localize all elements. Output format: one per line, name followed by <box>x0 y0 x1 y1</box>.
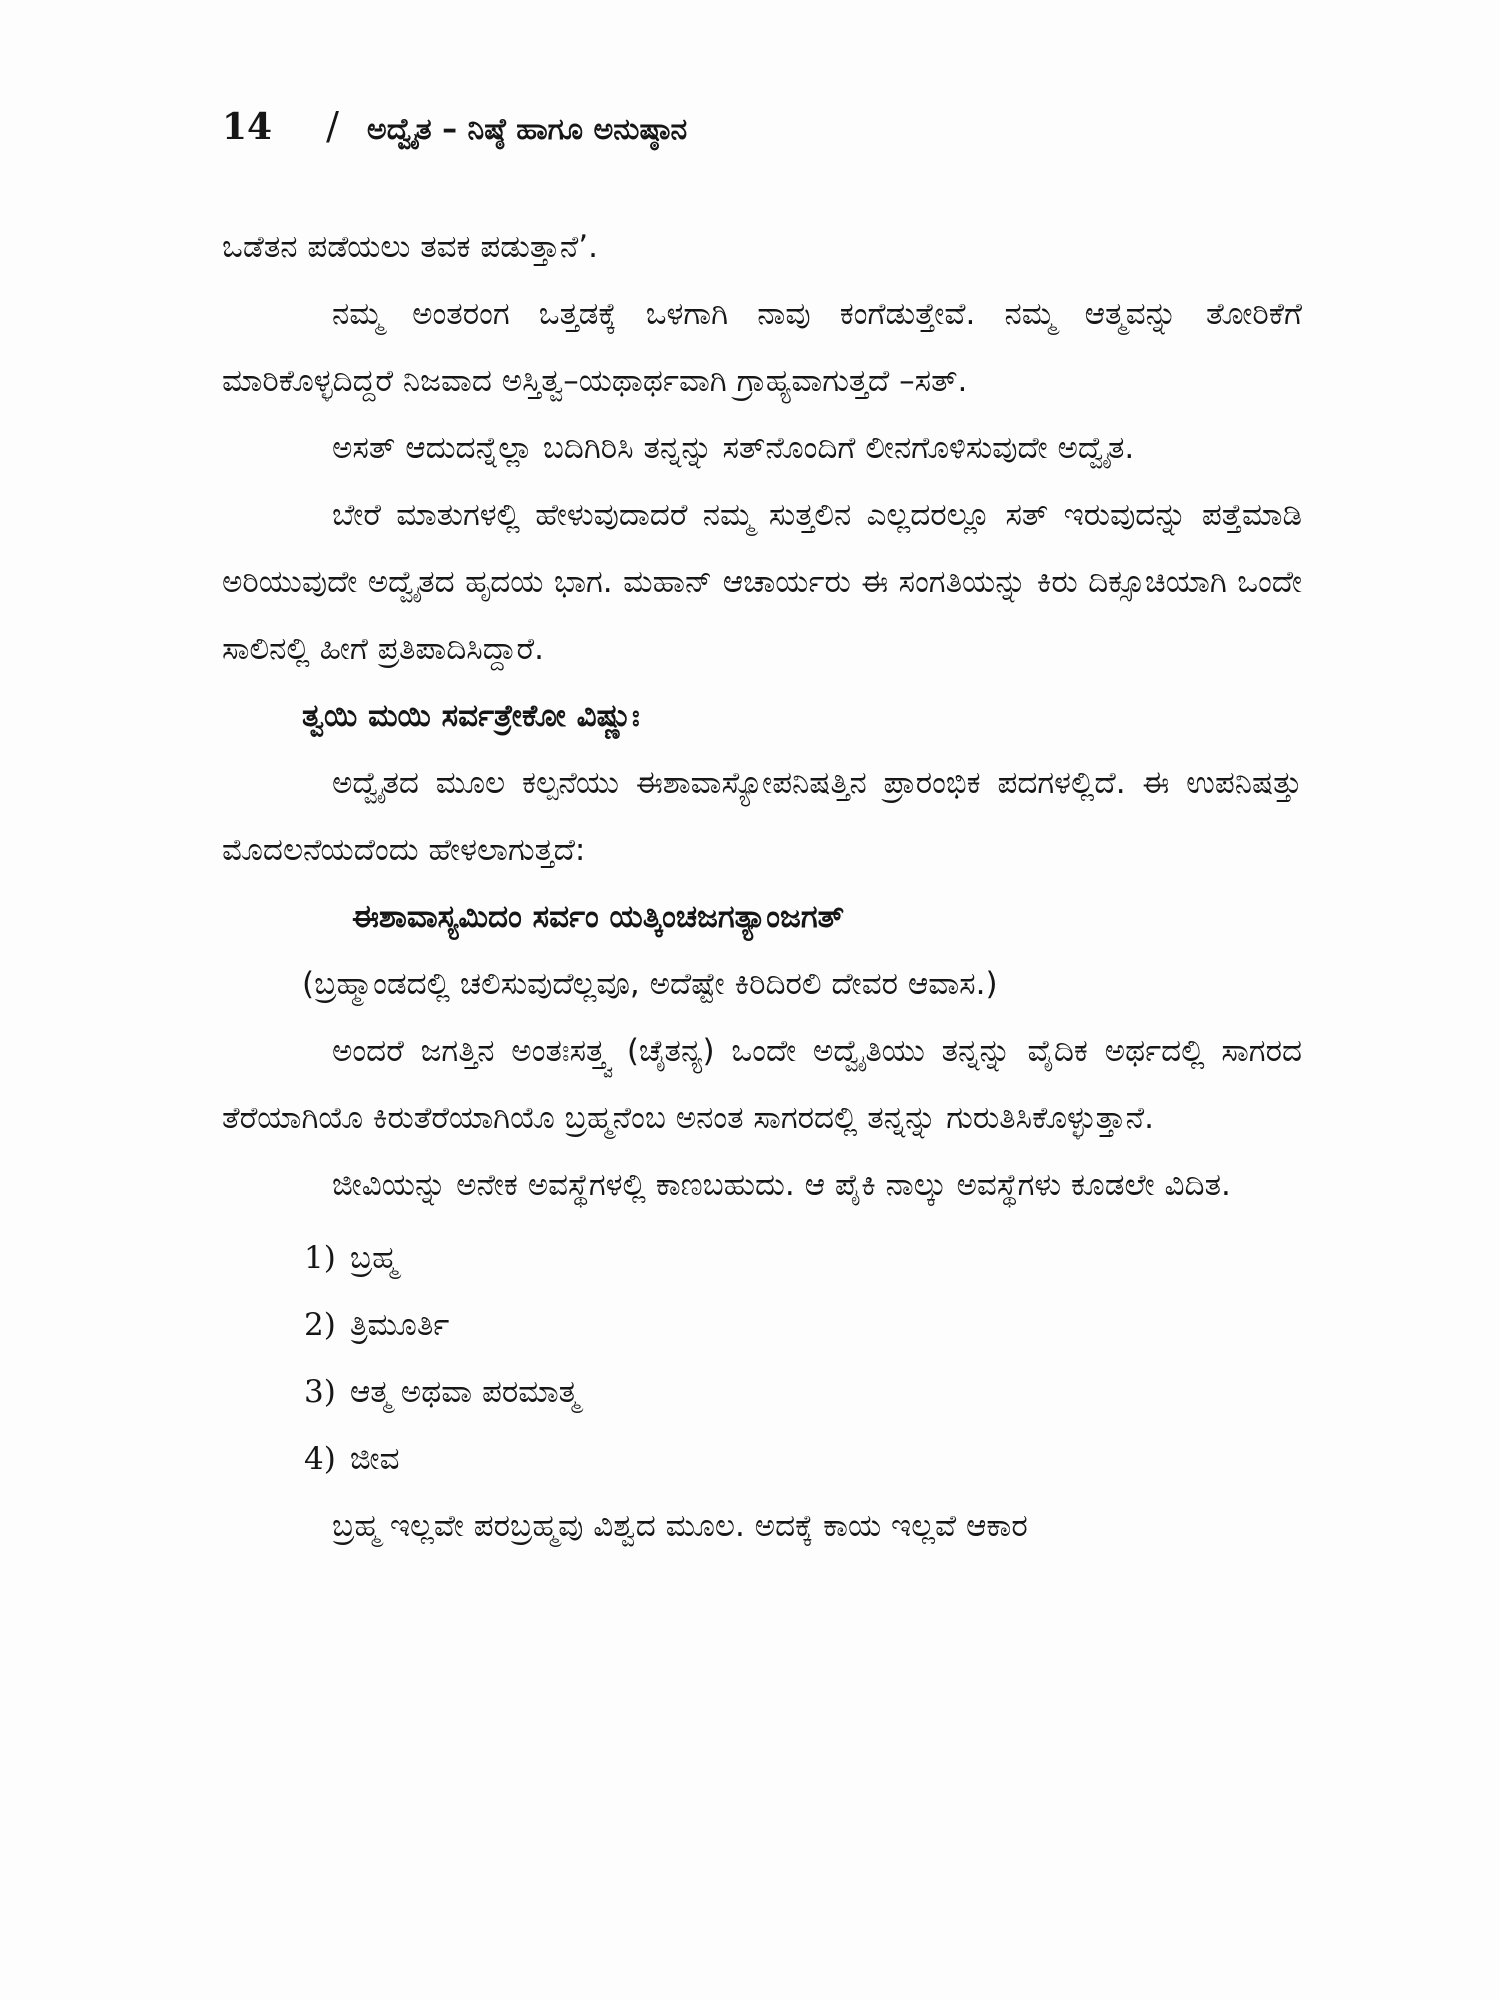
header-separator: / <box>326 104 339 148</box>
page-body <box>222 214 1302 1560</box>
paragraph-6: ಅಂದರೆ ಜಗತ್ತಿನ ಅಂತಃಸತ್ತ್ವ (ಚೈತನ್ಯ) ಒಂದೇ ಅದ್ವೈತಿಯು ತನ್ನನ್ನು ವೈದಿಕ ಅರ್ಥದಲ್ಲಿ ಸಾಗರದ ತೆರೆಯಾಗಿಯೊ ಕಿರುತೆರೆಯಾಗಿಯೊ ಬ್ರಹ್ಮನೆಂಬ ಅನಂತ ಸಾಗರದಲ್ಲಿ ತನ್ನನ್ನು ಗುರುತಿಸಿಕೊಳ್ಳುತ್ತಾನೆ. <box>222 1033 1302 1136</box>
paragraph-1: ಒಡೆತನ ಪಡೆಯಲು ತವಕ ಪಡುತ್ತಾನೆ’. <box>222 229 599 265</box>
verse-1: ತ್ವಯಿ ಮಯಿ ಸರ್ವತ್ರೇಕೋ ವಿಷ್ಣುಃ <box>302 698 640 734</box>
list-item-number: 4) <box>304 1441 336 1477</box>
list-item <box>304 1292 1302 1359</box>
running-title: ಅದ್ವೈತ – ನಿಷ್ಠೆ ಹಾಗೂ ಅನುಷ್ಠಾನ <box>366 112 688 147</box>
verse-2-translation: (ಬ್ರಹ್ಮಾಂಡದಲ್ಲಿ ಚಲಿಸುವುದೆಲ್ಲವೂ, ಅದೆಷ್ಟೇ ಕಿರಿದಿರಲಿ ದೇವರ ಆವಾಸ.) <box>302 966 998 1002</box>
list-item-number: 2) <box>304 1307 336 1343</box>
page-number: 14 <box>222 106 273 148</box>
page-header <box>222 104 687 164</box>
paragraph-4: ಬೇರೆ ಮಾತುಗಳಲ್ಲಿ ಹೇಳುವುದಾದರೆ ನಮ್ಮ ಸುತ್ತಲಿನ ಎಲ್ಲದರಲ್ಲೂ ಸತ್ ಇರುವುದನ್ನು ಪತ್ತೆಮಾಡಿ ಅರಿಯುವುದೇ ಅದ್ವೈತದ ಹೃದಯ ಭಾಗ. ಮಹಾನ್ ಆಚಾರ್ಯರು ಈ ಸಂಗತಿಯನ್ನು ಕಿರು ದಿಕ್ಸೂಚಿಯಾಗಿ ಒಂದೇ ಸಾಲಿನಲ್ಲಿ ಹೀಗೆ ಪ್ರತಿಪಾದಿಸಿದ್ದಾರೆ. <box>222 497 1302 667</box>
list-item-text: ತ್ರಿಮೂರ್ತಿ <box>349 1307 450 1343</box>
list-item-text: ಜೀವ <box>349 1441 400 1477</box>
paragraph-8: ಬ್ರಹ್ಮ ಇಲ್ಲವೇ ಪರಬ್ರಹ್ಮವು ವಿಶ್ವದ ಮೂಲ. ಅದಕ್ಕೆ ಕಾಯ ಇಲ್ಲವೆ ಆಕಾರ <box>332 1508 1028 1544</box>
list-item-text: ಆತ್ಮ ಅಥವಾ ಪರಮಾತ್ಮ <box>349 1374 580 1410</box>
list-item <box>304 1225 1302 1292</box>
list-item-number: 3) <box>304 1374 336 1410</box>
paragraph-5: ಅದ್ವೈತದ ಮೂಲ ಕಲ್ಪನೆಯು ಈಶಾವಾಸ್ಯೋಪನಿಷತ್ತಿನ ಪ್ರಾರಂಭಿಕ ಪದಗಳಲ್ಲಿದೆ. ಈ ಉಪನಿಷತ್ತು ಮೊದಲನೆಯದೆಂದು ಹೇಳಲಾಗುತ್ತದೆ: <box>222 765 1302 868</box>
paragraph-3: ಅಸತ್ ಆದುದನ್ನೆಲ್ಲಾ ಬದಿಗಿರಿಸಿ ತನ್ನನ್ನು ಸತ್‌ನೊಂದಿಗೆ ಲೀನಗೊಳಿಸುವುದೇ ಅದ್ವೈತ. <box>332 430 1135 466</box>
list-item <box>304 1359 1302 1426</box>
states-list <box>222 1225 1302 1493</box>
list-item-number: 1) <box>304 1240 336 1276</box>
verse-2: ಈಶಾವಾಸ್ಯಮಿದಂ ಸರ್ವಂ ಯತ್ಕಿಂಚಜಗತ್ಯಾಂಜಗತ್ <box>352 899 845 935</box>
paragraph-2: ನಮ್ಮ ಅಂತರಂಗ ಒತ್ತಡಕ್ಕೆ ಒಳಗಾಗಿ ನಾವು ಕಂಗೆಡುತ್ತೇವೆ. ನಮ್ಮ ಆತ್ಮವನ್ನು ತೋರಿಕೆಗೆ ಮಾರಿಕೊಳ್ಳದಿದ್ದರೆ ನಿಜವಾದ ಅಸ್ತಿತ್ವ–ಯಥಾರ್ಥವಾಗಿ ಗ್ರಾಹ್ಯವಾಗುತ್ತದೆ –ಸತ್. <box>222 296 1302 399</box>
list-item-text: ಬ್ರಹ್ಮ <box>349 1240 398 1276</box>
list-item <box>304 1426 1302 1493</box>
paragraph-7: ಜೀವಿಯನ್ನು ಅನೇಕ ಅವಸ್ಥೆಗಳಲ್ಲಿ ಕಾಣಬಹುದು. ಆ ಪೈಕಿ ನಾಲ್ಕು ಅವಸ್ಥೆಗಳು ಕೂಡಲೇ ವಿದಿತ. <box>332 1167 1231 1203</box>
